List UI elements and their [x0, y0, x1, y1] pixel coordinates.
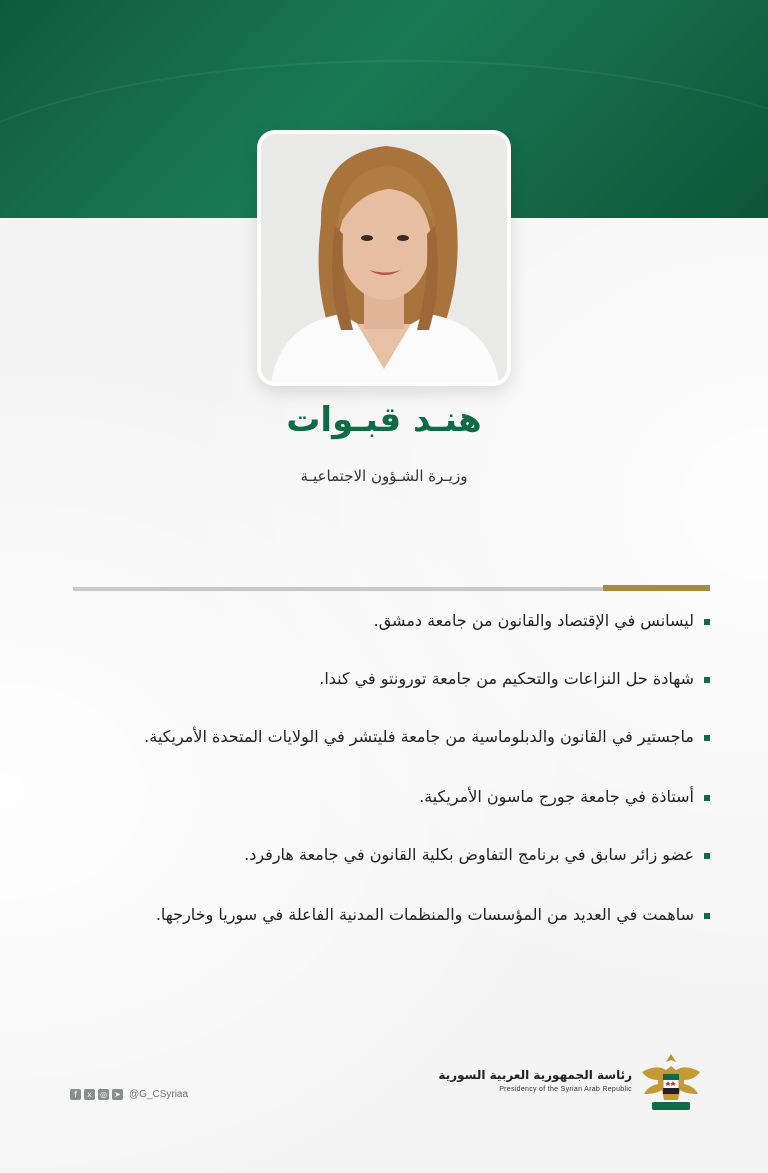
bio-item: شهادة حل النزاعات والتحكيم من جامعة تورونتو في كندا. — [66, 664, 712, 694]
person-name: هنـد قبـوات — [286, 400, 482, 440]
bio-item: ساهمت في العديد من المؤسسات والمنظمات المدنية الفاعلة في سوريا وخارجها. — [66, 900, 712, 930]
portrait-photo — [261, 134, 507, 382]
presidency-english: Presidency of the Syrian Arab Republic — [499, 1086, 632, 1093]
instagram-icon[interactable]: ◎ — [98, 1089, 109, 1100]
presidency-arabic: رئاسة الجمهورية العربية السورية — [438, 1068, 632, 1082]
bio-item: ليسانس في الإقتصاد والقانون من جامعة دمشق. — [66, 606, 712, 636]
social-links — [70, 1089, 188, 1100]
facebook-icon[interactable]: f — [70, 1089, 81, 1100]
x-icon[interactable]: x — [84, 1089, 95, 1100]
divider-accent — [603, 585, 710, 591]
bio-item: أستاذة في جامعة جورج ماسون الأمريكية. — [66, 782, 712, 812]
person-role: وزيـرة الشـؤون الاجتماعيـة — [300, 467, 468, 485]
divider-line — [73, 587, 603, 591]
presidency-label — [438, 1068, 632, 1093]
bio-list — [66, 606, 712, 930]
bio-item: ماجستير في القانون والدبلوماسية من جامعة فليتشر في الولايات المتحدة الأمريكية. — [66, 722, 712, 752]
portrait-card — [257, 130, 511, 386]
bio-item: عضو زائر سابق في برنامج التفاوض بكلية القانون في جامعة هارفرد. — [66, 840, 712, 870]
telegram-icon[interactable]: ➤ — [112, 1089, 123, 1100]
social-handle[interactable]: @G_CSyriaa — [129, 1089, 189, 1100]
eagle-emblem-icon — [638, 1050, 704, 1116]
